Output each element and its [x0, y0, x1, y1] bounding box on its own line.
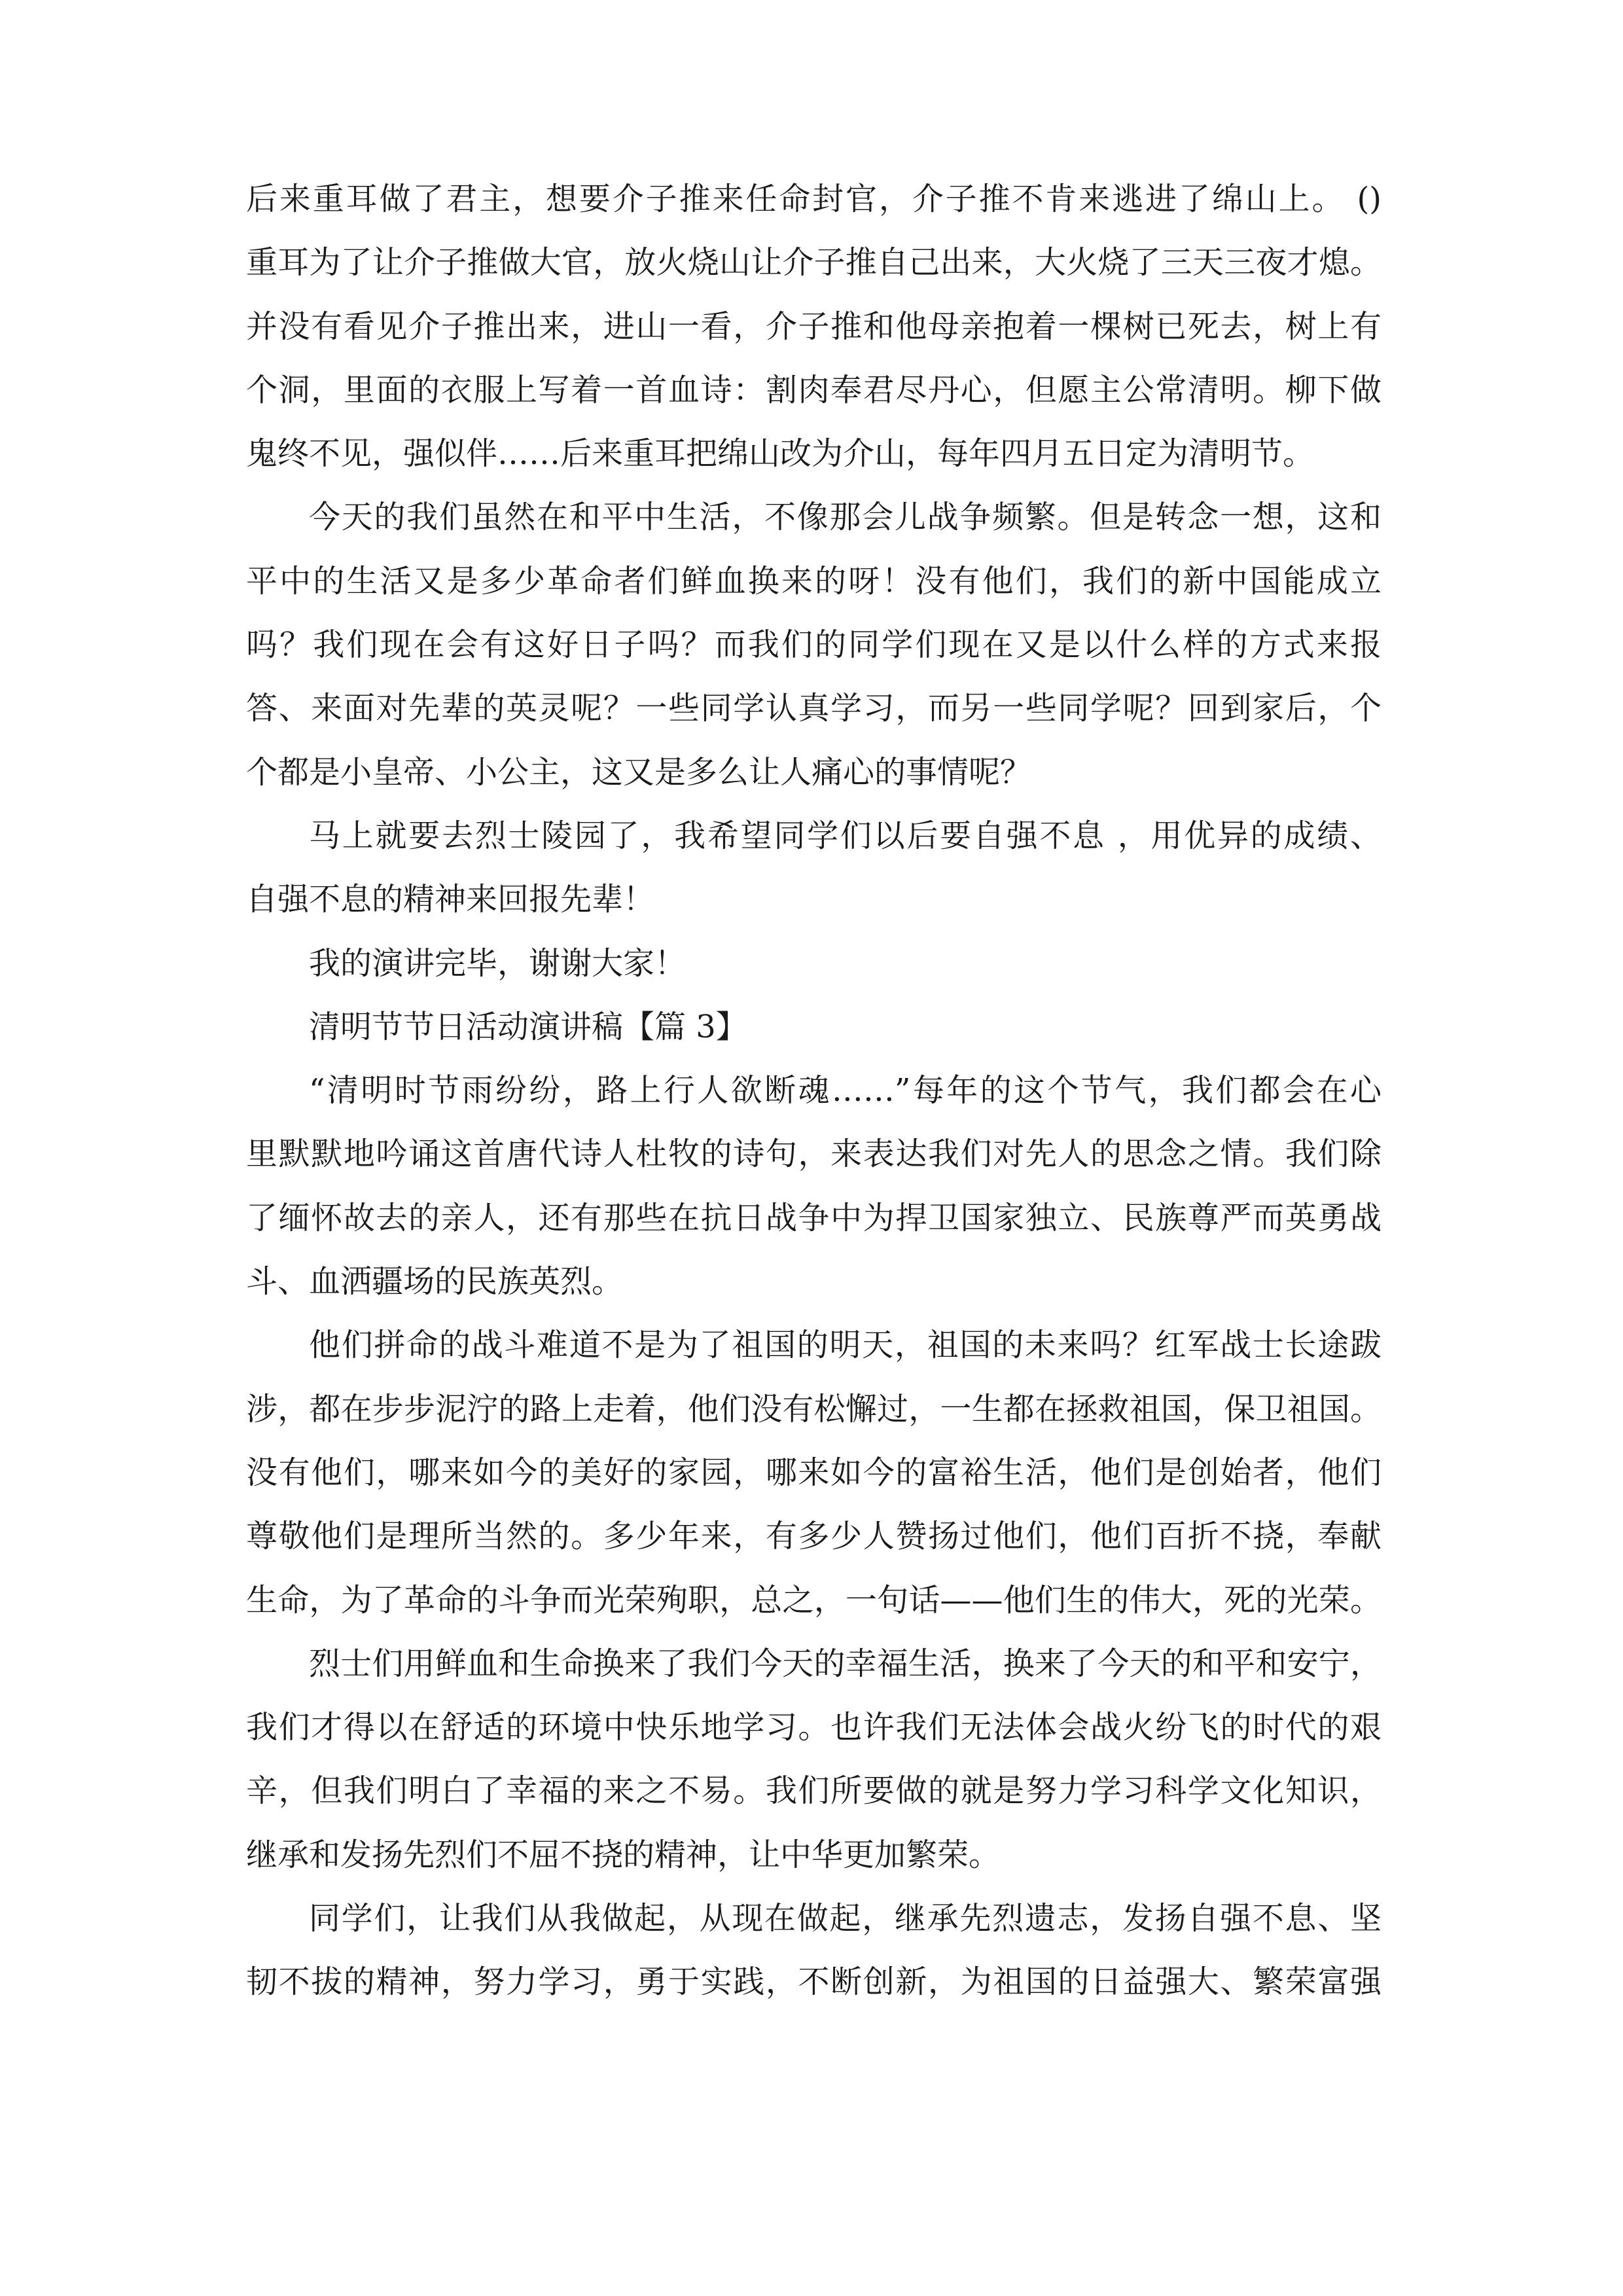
text-line: 尊敬他们是理所当然的。多少年来，有多少人赞扬过他们，他们百折不挠，奉献 — [246, 1518, 1382, 1555]
text-line: 个洞，里面的衣服上写着一首血诗：割肉奉君尽丹心，但愿主公常清明。柳下做 — [246, 371, 1382, 408]
text-line: 生命，为了革命的斗争而光荣殉职，总之，一句话——他们生的伟大，死的光荣。 — [246, 1581, 1382, 1619]
text-line: 斗、血洒疆场的民族英烈。 — [246, 1263, 624, 1300]
text-line: 继承和发扬先烈们不屈不挠的精神，让中华更加繁荣。 — [246, 1836, 1001, 1873]
paragraph-first-line: 今天的我们虽然在和平中生活，不像那会儿战争频繁。但是转念一想，这和 — [309, 499, 1382, 536]
text-line: 后来重耳做了君主，想要介子推来任命封官，介子推不肯来逃进了绵山上。 () — [246, 181, 1382, 217]
document-body — [246, 168, 1382, 2015]
section-heading: 清明节节日活动演讲稿【篇 3】 — [309, 1008, 747, 1045]
paragraph-first-line: 他们拼命的战斗难道不是为了祖国的明天，祖国的未来吗？红军战士长途跋 — [309, 1327, 1382, 1364]
text-line: 自强不息的精神来回报先辈！ — [246, 881, 655, 918]
text-line: 吗？我们现在会有这好日子吗？而我们的同学们现在又是以什么样的方式来报 — [246, 626, 1382, 664]
text-line: 鬼终不见，强似伴……后来重耳把绵山改为介山，每年四月五日定为清明节。 — [246, 435, 1315, 473]
paragraph-first-line: 同学们，让我们从我做起，从现在做起，继承先烈遗志，发扬自强不息、坚 — [309, 1900, 1382, 1937]
text-line: 里默默地吟诵这首唐代诗人杜牧的诗句，来表达我们对先人的思念之情。我们除 — [246, 1136, 1382, 1173]
text-line: 辛，但我们明白了幸福的来之不易。我们所要做的就是努力学习科学文化知识， — [246, 1772, 1382, 1810]
text-line: 并没有看见介子推出来，进山一看，介子推和他母亲抱着一棵树已死去，树上有 — [246, 308, 1382, 345]
text-line: 韧不拔的精神，努力学习，勇于实践，不断创新，为祖国的日益强大、繁荣富强 — [246, 1964, 1382, 2001]
paragraph-first-line: 烈士们用鲜血和生命换来了我们今天的幸福生活，换来了今天的和平和安宁， — [309, 1645, 1382, 1682]
text-line: 答、来面对先辈的英灵呢？一些同学认真学习，而另一些同学呢？回到家后，个 — [246, 690, 1382, 727]
text-line: 涉，都在步步泥泞的路上走着，他们没有松懈过，一生都在拯救祖国，保卫祖国。 — [246, 1390, 1382, 1427]
text-line: 个都是小皇帝、小公主，这又是多么让人痛心的事情呢？ — [246, 753, 1032, 791]
text-line: 我们才得以在舒适的环境中快乐地学习。也许我们无法体会战火纷飞的时代的艰 — [246, 1709, 1382, 1746]
closing-line: 我的演讲完毕，谢谢大家！ — [309, 944, 687, 982]
paragraph-first-line: “清明时节雨纷纷，路上行人欲断魂……”每年的这个节气，我们都会在心 — [309, 1072, 1382, 1109]
text-line: 了缅怀故去的亲人，还有那些在抗日战争中为捍卫国家独立、民族尊严而英勇战 — [246, 1199, 1382, 1236]
paragraph-first-line: 马上就要去烈士陵园了，我希望同学们以后要自强不息 ，用优异的成绩、 — [309, 817, 1382, 854]
text-line: 平中的生活又是多少革命者们鲜血换来的呀！没有他们，我们的新中国能成立 — [246, 562, 1382, 600]
text-line: 没有他们，哪来如今的美好的家园，哪来如今的富裕生活，他们是创始者，他们 — [246, 1454, 1382, 1491]
text-line: 重耳为了让介子推做大官，放火烧山让介子推自己出来，大火烧了三天三夜才熄。 — [246, 244, 1382, 281]
